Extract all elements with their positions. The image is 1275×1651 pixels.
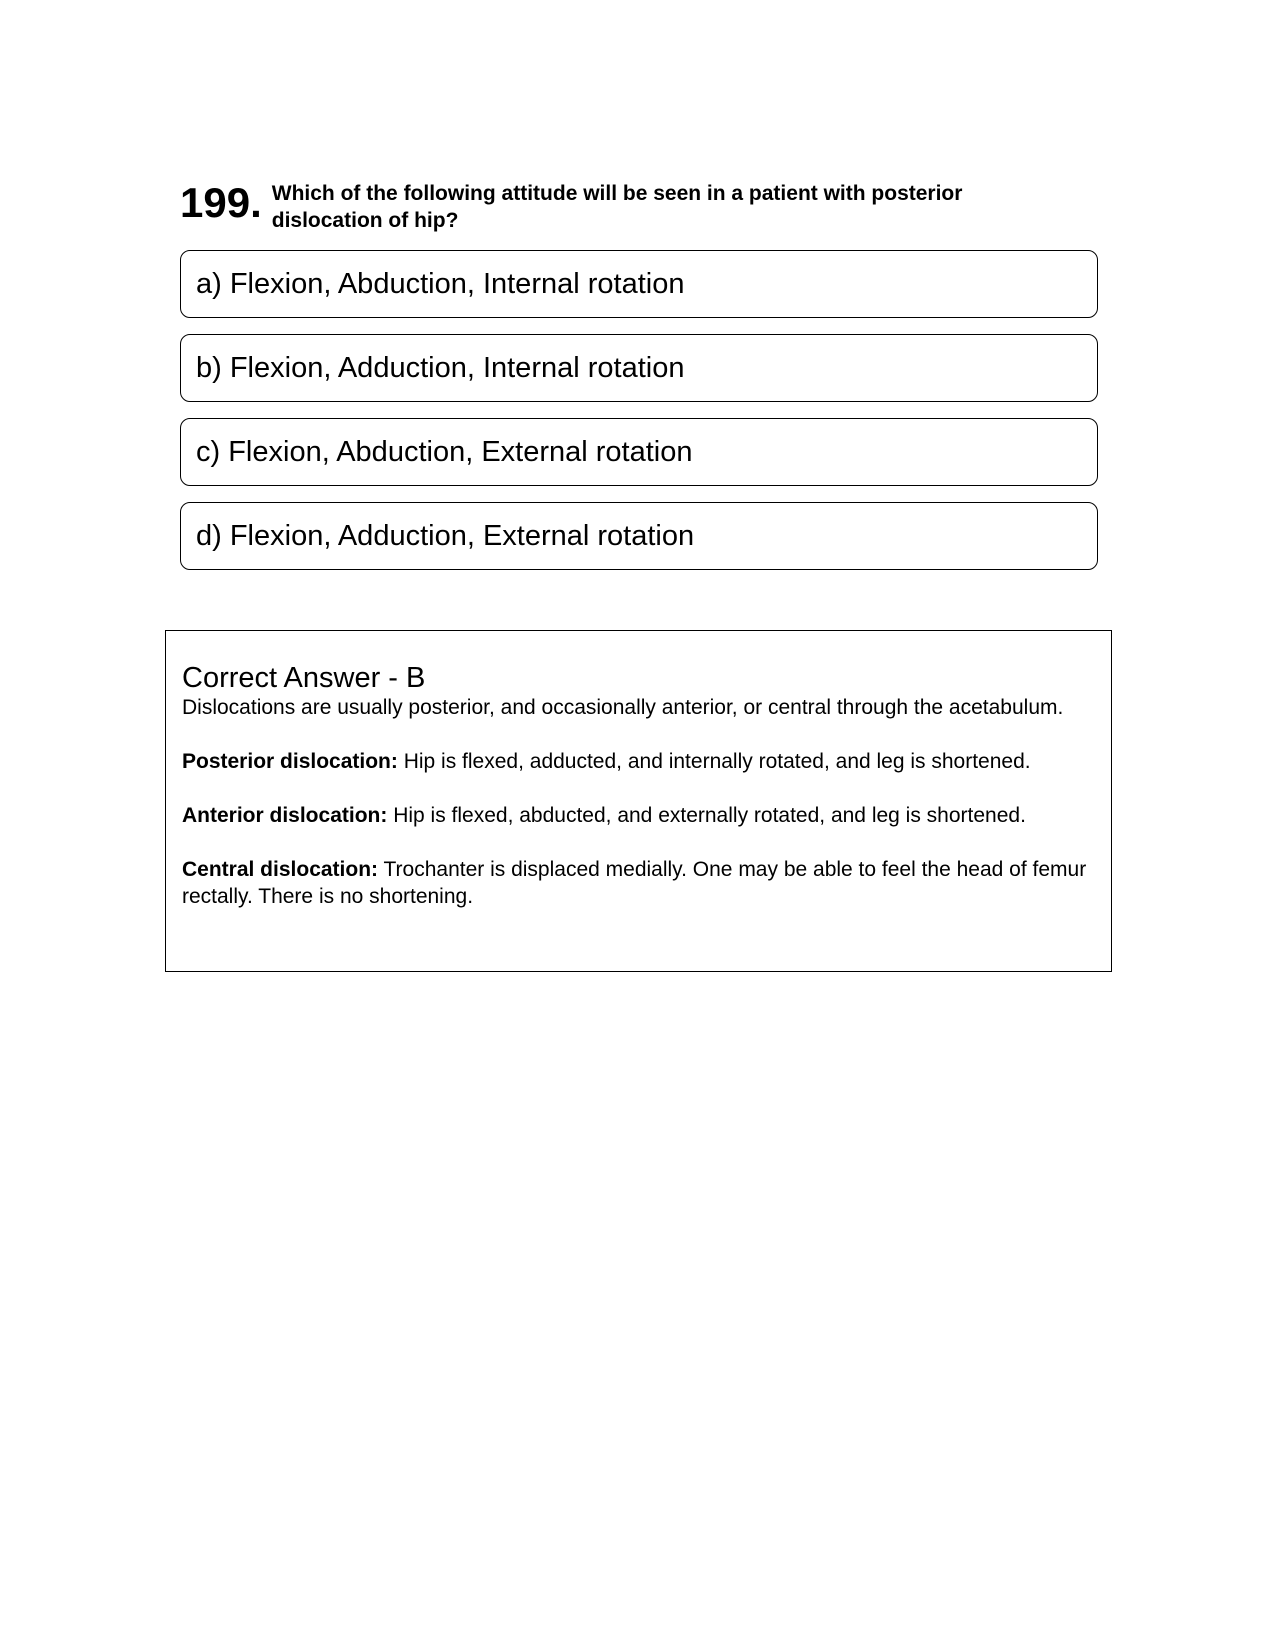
answer-explanation-box bbox=[165, 630, 1112, 972]
answer-options bbox=[180, 250, 1098, 586]
option-label: b) Flexion, Adduction, Internal rotation bbox=[196, 351, 685, 384]
central-dislocation-note bbox=[182, 856, 1095, 910]
option-d[interactable] bbox=[180, 502, 1098, 570]
anterior-text: Hip is flexed, abducted, and externally rotated, and leg is shortened. bbox=[387, 804, 1026, 827]
question-text: Which of the following attitude will be seen in a patient with posterior dislocation of hip? bbox=[271, 182, 963, 232]
option-label: c) Flexion, Abduction, External rotation bbox=[196, 435, 693, 468]
question-number: 199. bbox=[180, 179, 262, 226]
option-b[interactable] bbox=[180, 334, 1098, 402]
posterior-dislocation-note bbox=[182, 748, 1095, 775]
central-text: Trochanter is displaced medially. One may be able to feel the head of femur rectally. There is no shortening. bbox=[182, 858, 1087, 908]
correct-answer-title: Correct Answer - B bbox=[182, 662, 426, 694]
answer-intro: Dislocations are usually posterior, and occasionally anterior, or central through the acetabulum. bbox=[182, 696, 1064, 719]
anterior-term: Anterior dislocation: bbox=[182, 804, 388, 827]
central-term: Central dislocation: bbox=[182, 858, 379, 881]
option-label: a) Flexion, Abduction, Internal rotation bbox=[196, 267, 685, 300]
posterior-text: Hip is flexed, adducted, and internally rotated, and leg is shortened. bbox=[397, 750, 1031, 773]
option-c[interactable] bbox=[180, 418, 1098, 486]
question-block bbox=[180, 178, 1100, 234]
option-label: d) Flexion, Adduction, External rotation bbox=[196, 519, 695, 552]
option-a[interactable] bbox=[180, 250, 1098, 318]
posterior-term: Posterior dislocation: bbox=[182, 750, 398, 773]
question-header bbox=[180, 178, 1100, 234]
anterior-dislocation-note bbox=[182, 802, 1095, 829]
